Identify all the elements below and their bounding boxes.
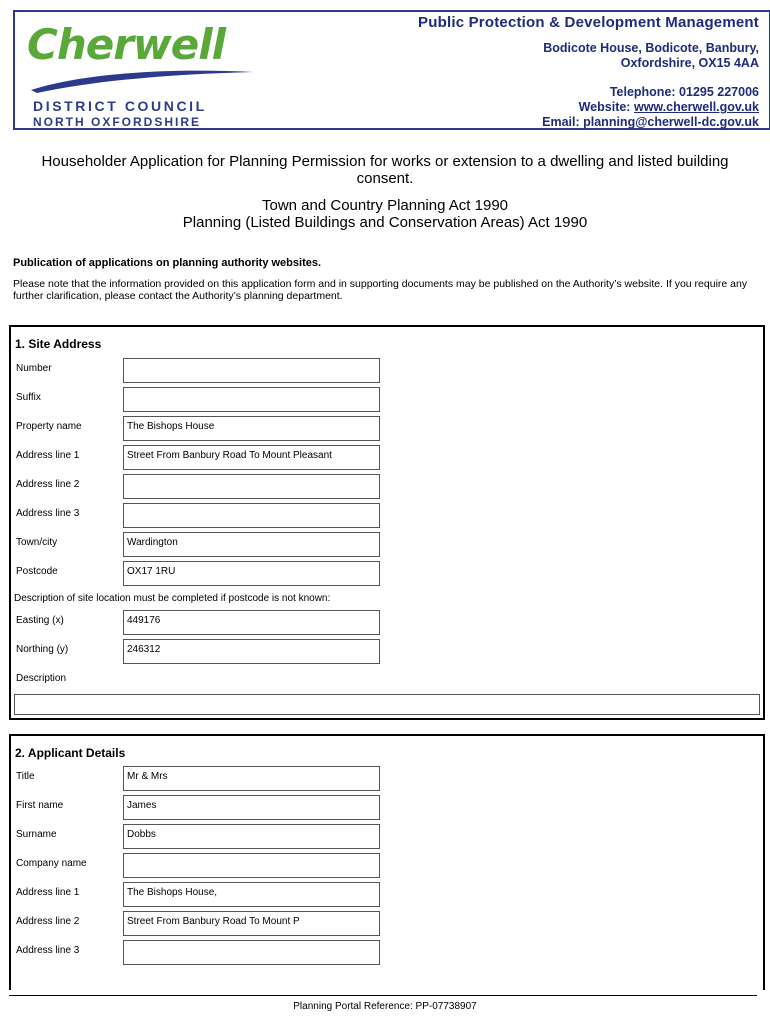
logo-north-oxfordshire: NORTH OXFORDSHIRE xyxy=(33,115,202,129)
field-label: Company name xyxy=(16,858,87,869)
logo-wordmark: Cherwell xyxy=(27,20,226,69)
address-line-1: Bodicote House, Bodicote, Banbury, xyxy=(543,41,759,55)
northing-field[interactable]: 246312 xyxy=(123,639,380,664)
field-label: Address line 1 xyxy=(16,450,80,461)
field-label: Number xyxy=(16,363,52,374)
field-label: Property name xyxy=(16,421,82,432)
department-name: Public Protection & Development Management xyxy=(418,14,759,31)
address-line-2: Oxfordshire, OX15 4AA xyxy=(620,56,759,70)
telephone-number: 01295 227006 xyxy=(679,85,759,99)
portal-reference: Planning Portal Reference: PP-07738907 xyxy=(293,1001,477,1012)
applicant-address-line-2-field[interactable]: Street From Banbury Road To Mount P xyxy=(123,911,380,936)
field-label: Address line 2 xyxy=(16,916,80,927)
publication-heading: Publication of applications on planning authority websites. xyxy=(13,257,322,269)
title-field[interactable]: Mr & Mrs xyxy=(123,766,380,791)
description-label: Description xyxy=(16,673,67,684)
applicant-details-section xyxy=(9,734,765,990)
field-label: Address line 1 xyxy=(16,887,80,898)
email-label: Email: xyxy=(542,115,580,129)
logo-district-council: DISTRICT COUNCIL xyxy=(33,98,207,114)
field-label: Title xyxy=(16,771,35,782)
telephone xyxy=(418,85,759,100)
department-contact xyxy=(418,14,759,130)
logo-swoosh-icon xyxy=(27,66,257,94)
field-label: Surname xyxy=(16,829,57,840)
field-label: Address line 2 xyxy=(16,479,80,490)
field-label: Address line 3 xyxy=(16,508,80,519)
address-line-3-field[interactable] xyxy=(123,503,380,528)
section-title: 2. Applicant Details xyxy=(15,746,126,760)
footer-divider xyxy=(9,995,757,996)
page-title: Householder Application for Planning Permission for works or extension to a dwelling and listed building consent. xyxy=(41,153,729,187)
first-name-field[interactable]: James xyxy=(123,795,380,820)
email-link[interactable]: planning@cherwell-dc.gov.uk xyxy=(583,115,759,129)
property-name-field[interactable]: The Bishops House xyxy=(123,416,380,441)
description-field[interactable] xyxy=(14,694,760,715)
telephone-label: Telephone: xyxy=(609,85,676,99)
surname-field[interactable]: Dobbs xyxy=(123,824,380,849)
field-label: Postcode xyxy=(16,566,58,577)
postcode-field[interactable]: OX17 1RU xyxy=(123,561,380,586)
email xyxy=(418,115,759,130)
act-1: Town and Country Planning Act 1990 xyxy=(262,197,508,214)
applicant-address-line-1-field[interactable]: The Bishops House, xyxy=(123,882,380,907)
field-label: Town/city xyxy=(16,537,58,548)
publication-notice: Please note that the information provided on this application form and in supporting documents may be published on the Authority’s website. If you require any further clarification, please contact the Authority’s planning department. xyxy=(13,278,748,302)
address-line-2-field[interactable] xyxy=(123,474,380,499)
letterhead xyxy=(13,10,770,130)
suffix-field[interactable] xyxy=(123,387,380,412)
easting-label: Easting (x) xyxy=(16,615,64,626)
applicant-address-line-3-field[interactable] xyxy=(123,940,380,965)
address-line-1-field[interactable]: Street From Banbury Road To Mount Pleasant xyxy=(123,445,380,470)
cherwell-logo xyxy=(27,20,267,130)
legislation xyxy=(20,197,750,231)
website-label: Website: xyxy=(578,100,631,114)
act-2: Planning (Listed Buildings and Conservation Areas) Act 1990 xyxy=(182,214,588,231)
number-field[interactable] xyxy=(123,358,380,383)
town-city-field[interactable]: Wardington xyxy=(123,532,380,557)
website xyxy=(418,100,759,115)
field-label: First name xyxy=(16,800,64,811)
northing-label: Northing (y) xyxy=(16,644,69,655)
field-label: Suffix xyxy=(16,392,41,403)
company-name-field[interactable] xyxy=(123,853,380,878)
location-note: Description of site location must be completed if postcode is not known: xyxy=(14,593,331,604)
site-address-section xyxy=(9,325,765,720)
field-label: Address line 3 xyxy=(16,945,80,956)
website-link[interactable]: www.cherwell.gov.uk xyxy=(633,100,759,114)
easting-field[interactable]: 449176 xyxy=(123,610,380,635)
section-title: 1. Site Address xyxy=(15,337,102,351)
